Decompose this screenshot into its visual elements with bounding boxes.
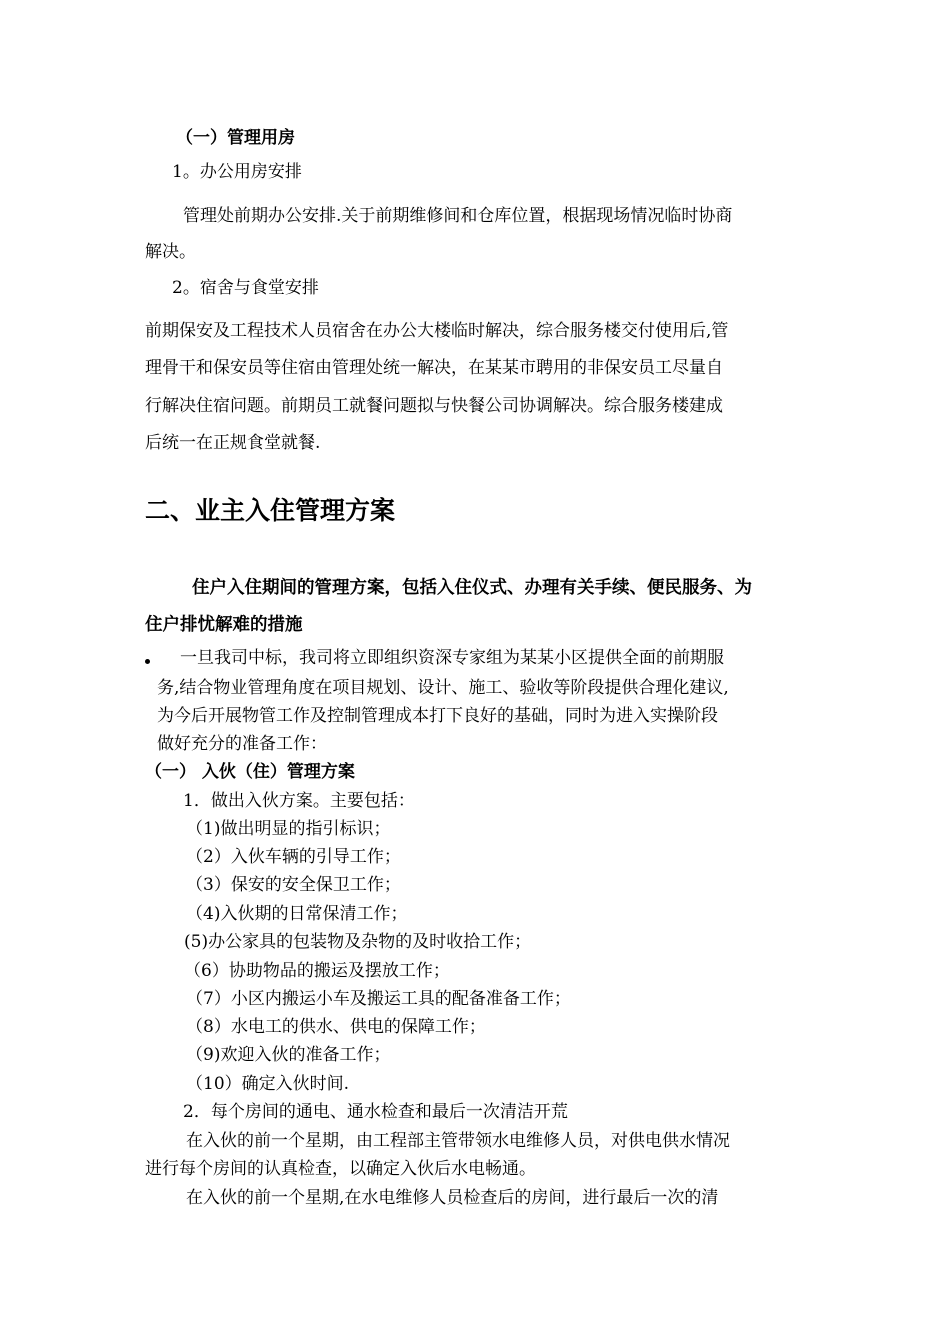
bullet-paragraph-line: 为今后开展物管工作及控制管理成本打下良好的基础，同时为进入实操阶段	[157, 706, 718, 726]
list-item: (5)办公家具的包装物及杂物的及时收拾工作；	[184, 932, 532, 952]
item-move-in-plan: 1．做出入伙方案。主要包括：	[183, 791, 415, 811]
list-item: （8）水电工的供水、供电的保障工作；	[186, 1017, 486, 1037]
item-inspection: 2．每个房间的通电、通水检查和最后一次清洁开荒	[183, 1102, 568, 1122]
list-item: （6）协助物品的搬运及摆放工作；	[184, 961, 450, 981]
intro-heading-line: 住户排忧解难的措施	[145, 615, 303, 635]
paragraph-line: 后统一在正规食堂就餐.	[145, 433, 321, 453]
list-item: （10）确定入伙时间.	[186, 1074, 350, 1094]
paragraph-line: 前期保安及工程技术人员宿舍在办公大楼临时解决，综合服务楼交付使用后,管	[145, 321, 729, 341]
paragraph-line: 解决。	[145, 242, 196, 262]
bullet-dot	[145, 659, 150, 664]
paragraph-line: 在入伙的前一个星期，由工程部主管带领水电维修人员，对供电供水情况	[186, 1131, 730, 1151]
intro-heading-line: 住户入住期间的管理方案，包括入住仪式、办理有关手续、便民服务、为	[192, 578, 752, 598]
paragraph-line: 行解决住宿问题。前期员工就餐问题拟与快餐公司协调解决。综合服务楼建成	[145, 396, 723, 416]
list-item: （9)欢迎入伙的准备工作；	[186, 1045, 391, 1065]
chapter-heading: 二、业主入住管理方案	[145, 496, 396, 525]
item-dorm-canteen: 2。宿舍与食堂安排	[172, 278, 319, 298]
paragraph-line: 在入伙的前一个星期,在水电维修人员检查后的房间，进行最后一次的清	[186, 1188, 719, 1208]
bullet-paragraph-line: 做好充分的准备工作：	[157, 734, 327, 754]
list-item: （1)做出明显的指引标识；	[186, 819, 391, 839]
section-heading-move-in: （一） 入伙（住）管理方案	[145, 762, 355, 782]
list-item: （4)入伙期的日常保清工作；	[186, 904, 408, 924]
bullet-paragraph-line: 务,结合物业管理角度在项目规划、设计、施工、验收等阶段提供合理化建议,	[157, 678, 729, 698]
paragraph-line: 进行每个房间的认真检查，以确定入伙后水电畅通。	[145, 1159, 536, 1179]
paragraph-line: 理骨干和保安员等住宿由管理处统一解决，在某某市聘用的非保安员工尽量自	[145, 358, 723, 378]
paragraph-line: 管理处前期办公安排.关于前期维修间和仓库位置，根据现场情况临时协商	[183, 206, 733, 226]
item-office-arrangement: 1。办公用房安排	[172, 162, 302, 182]
list-item: （3）保安的安全保卫工作；	[186, 875, 401, 895]
list-item: （2）入伙车辆的引导工作；	[186, 847, 401, 867]
section-heading-management-rooms: （一）管理用房	[176, 128, 295, 148]
list-item: （7）小区内搬运小车及搬运工具的配备准备工作；	[186, 989, 571, 1009]
bullet-paragraph-line: 一旦我司中标，我司将立即组织资深专家组为某某小区提供全面的前期服	[180, 648, 724, 668]
